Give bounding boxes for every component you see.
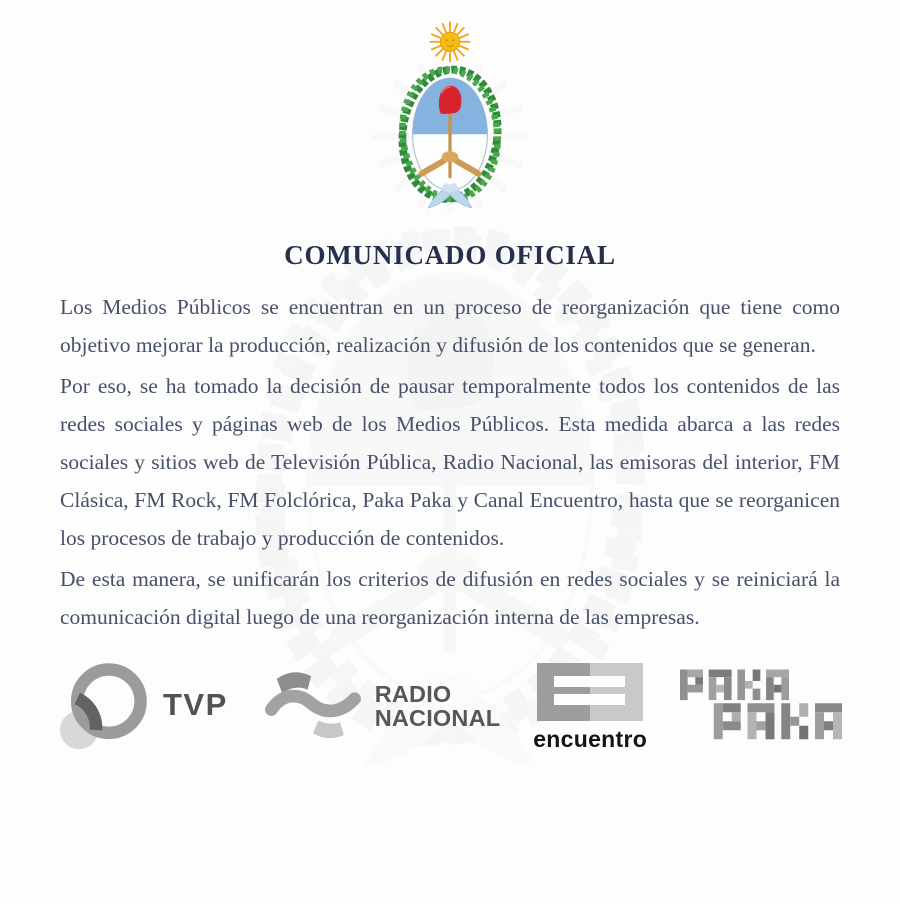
encuentro-e3-icon (536, 663, 644, 721)
tvp-logo (58, 657, 228, 753)
pakapaka-logo (680, 669, 842, 742)
encuentro-logo-label: encuentro (533, 726, 648, 752)
page-title: COMUNICADO OFICIAL (284, 240, 616, 270)
argentina-coat-of-arms-icon (384, 13, 516, 217)
pakapaka-pixel-letters-icon (680, 669, 842, 742)
radio-nacional-wave-icon (261, 668, 365, 744)
statement-body (60, 288, 840, 636)
tvp-ring-icon (58, 657, 154, 753)
radio-nacional-logo (261, 668, 501, 744)
radio-nacional-label (375, 682, 501, 730)
tvp-logo-label: TVP (163, 687, 228, 722)
statement-paragraph: Por eso, se ha tomado la decisión de pausar temporalmente todos los contenidos de las redes sociales y páginas web de los Medios Públicos. Esta medida abarca a las redes sociales y sitios web de Televisión Pública, Radio Nacional, las emisoras del interior, FM Clásica, FM Rock, FM Folclórica, Paka Paka y Canal Encuentro, hasta que se reorganicen los procesos de trabajo y producción de contenidos. (60, 374, 840, 550)
radio-nacional-line1: RADIO (374, 681, 452, 707)
statement-paragraph: Los Medios Públicos se encuentran en un proceso de reorganización que tiene como objetivo mejorar la producción, realización y difusión de los contenidos que se generan. (60, 295, 840, 357)
header-emblem (0, 0, 900, 217)
encuentro-logo (533, 663, 647, 753)
radio-nacional-line2: NACIONAL (374, 705, 501, 731)
statement-paragraph: De esta manera, se unificarán los criterios de difusión en redes sociales y se reiniciará la comunicación digital luego de una reorganización interna de las empresas. (60, 567, 840, 629)
logo-row (58, 654, 842, 756)
